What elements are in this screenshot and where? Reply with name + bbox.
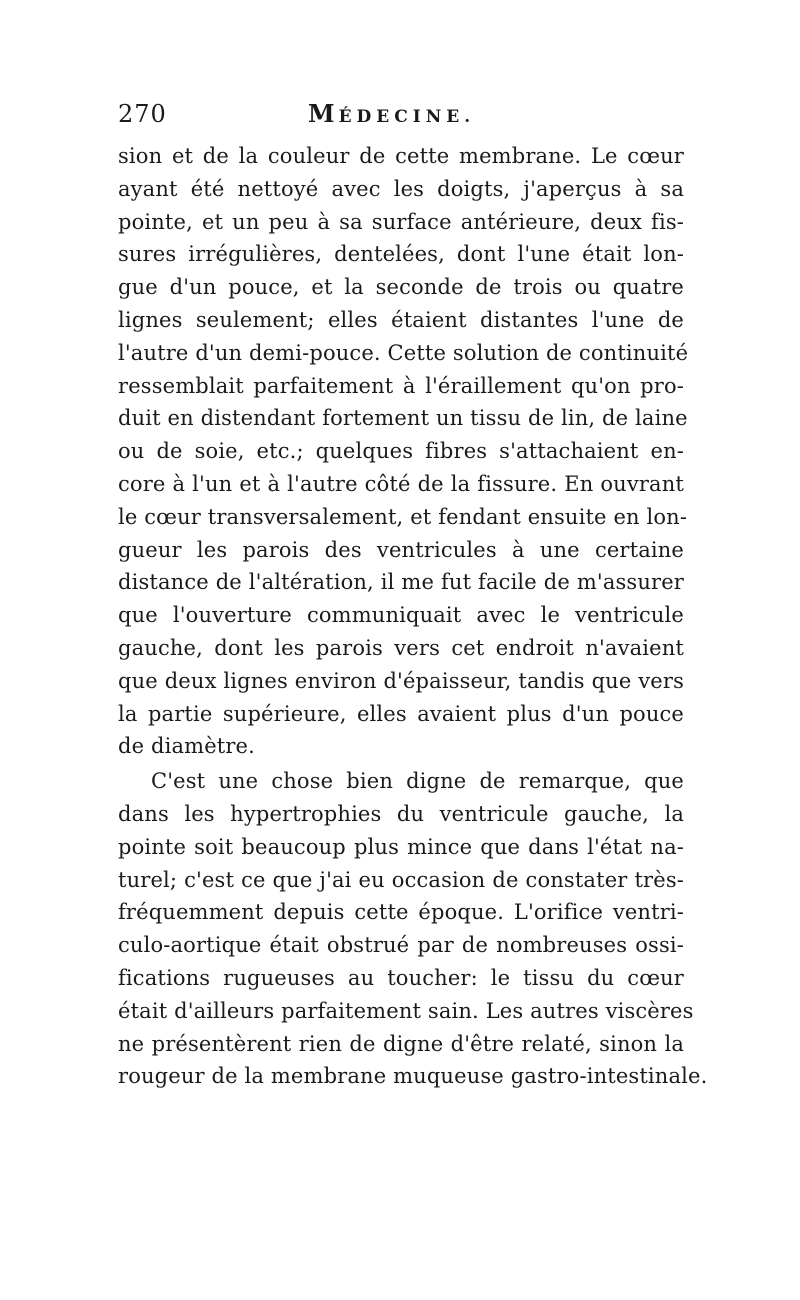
- text-line: le cœur transversalement, et fendant ensuite en lon-: [118, 504, 688, 529]
- text-line: rougeur de la membrane muqueuse gastro-intestinale.: [118, 1064, 708, 1089]
- text-line: la partie supérieure, elles avaient plus d'un pouce: [118, 701, 684, 726]
- running-head: [118, 98, 683, 138]
- text-line: ne présentèrent rien de digne d'être relaté, sinon la: [118, 1031, 684, 1056]
- text-line: duit en distendant fortement un tissu de lin, de laine: [118, 406, 688, 431]
- text-line: culo-aortique était obstrué par de nombreuses ossi-: [118, 933, 684, 958]
- body-text: [118, 140, 708, 1093]
- text-line: C'est une chose bien digne de remarque, que: [151, 769, 684, 794]
- text-line: sures irrégulières, dentelées, dont l'une était lon-: [118, 242, 684, 267]
- text-line: dans les hypertrophies du ventricule gauche, la: [118, 801, 684, 826]
- text-line: fréquemment depuis cette époque. L'orifice ventri-: [118, 900, 684, 925]
- section-title-initial: M: [308, 99, 339, 128]
- text-line: ayant été nettoyé avec les doigts, j'aperçus à sa: [118, 176, 684, 201]
- text-line: lignes seulement; elles étaient distantes l'une de: [118, 307, 684, 332]
- text-line: gue d'un pouce, et la seconde de trois ou quatre: [118, 275, 684, 300]
- text-line: pointe, et un peu à sa surface antérieure, deux fis-: [118, 209, 684, 234]
- text-line: ressemblait parfaitement à l'éraillement qu'on pro-: [118, 373, 684, 398]
- paragraph-1: [118, 140, 689, 763]
- text-line: gueur les parois des ventricules à une certaine: [118, 537, 684, 562]
- page-number: 270: [118, 100, 167, 128]
- text-line: core à l'un et à l'autre côté de la fissure. En ouvrant: [118, 471, 684, 496]
- text-line: pointe soit beaucoup plus mince que dans l'état na-: [118, 834, 684, 859]
- text-line: que deux lignes environ d'épaisseur, tandis que vers: [118, 668, 684, 693]
- text-line: ou de soie, etc.; quelques fibres s'attachaient en-: [118, 439, 684, 464]
- text-line: que l'ouverture communiquait avec le ventricule: [118, 603, 684, 628]
- text-line: sion et de la couleur de cette membrane. Le cœur: [118, 144, 684, 168]
- paragraph-2: [118, 765, 708, 1093]
- text-line: turel; c'est ce que j'ai eu occasion de constater très-: [118, 867, 684, 892]
- text-line: gauche, dont les parois vers cet endroit n'avaient: [118, 635, 684, 660]
- section-title-rest: ÉDECINE.: [338, 107, 476, 127]
- text-line: était d'ailleurs parfaitement sain. Les autres viscères: [118, 998, 694, 1023]
- text-line: fications rugueuses au toucher: le tissu du cœur: [118, 965, 684, 990]
- text-line: distance de l'altération, il me fut facile de m'assurer: [118, 570, 684, 595]
- text-line: l'autre d'un demi-pouce. Cette solution de continuité: [118, 340, 689, 365]
- section-title: [308, 98, 475, 133]
- text-line: de diamètre.: [118, 734, 255, 759]
